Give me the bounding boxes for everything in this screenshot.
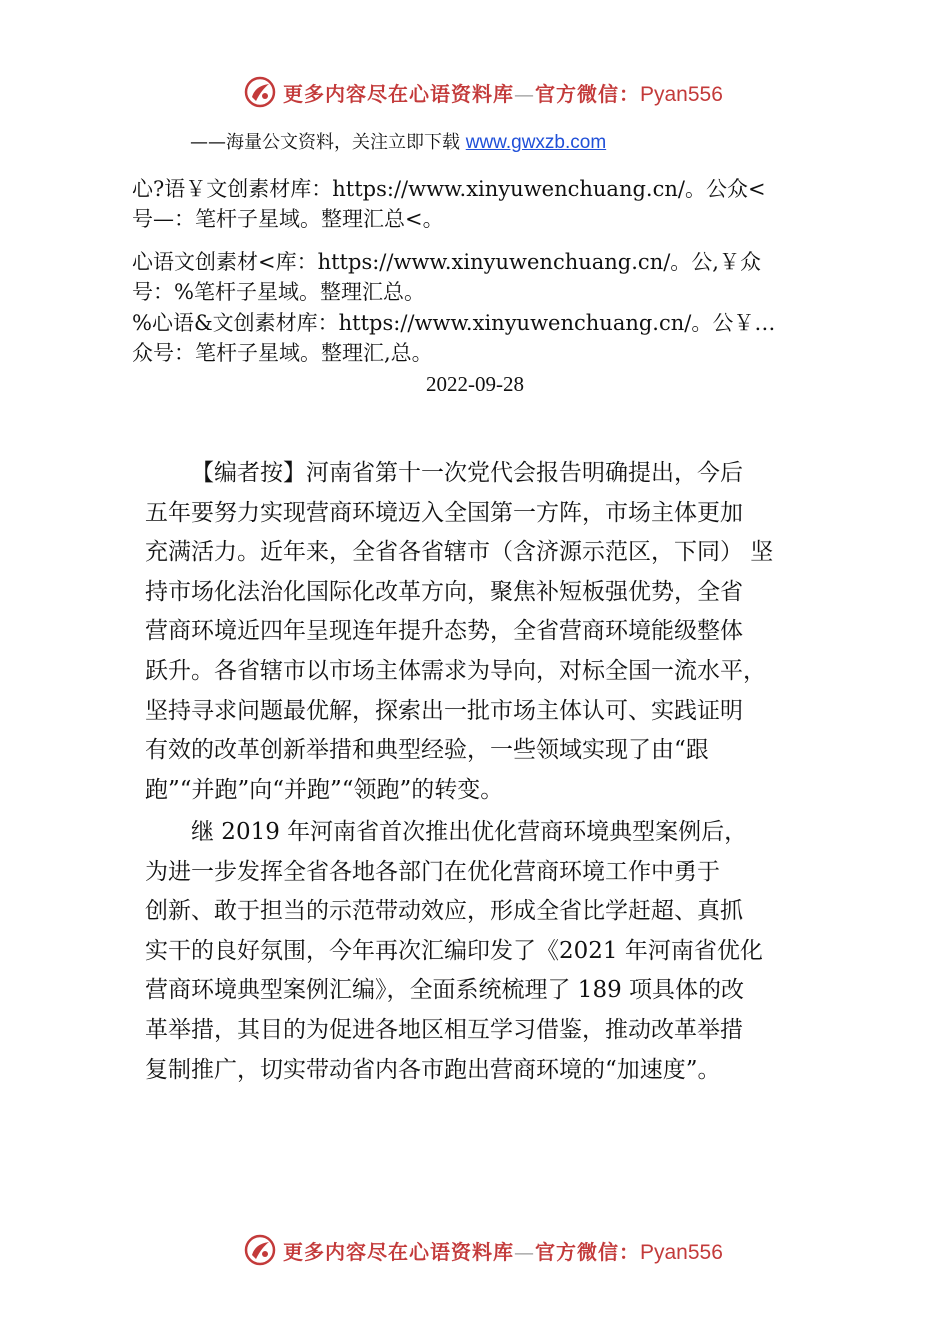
promo-line: 号：%笔杆子星域。整理汇总。: [132, 280, 425, 304]
article-line: 五年要努力实现营商环境迈入全国第一方阵，市场主体更加: [145, 499, 743, 526]
banner-main: 更多内容尽在心语资料库: [283, 1239, 514, 1264]
article-line: 实干的良好氛围，今年再次汇编印发了《2021 年河南省优化: [145, 937, 763, 964]
promo-line: 号—：笔杆子星域。整理汇总<。: [132, 207, 444, 231]
promo-line: 心语文创素材<库：https://www.xinyuwenchuang.cn/。公,￥众: [132, 250, 761, 274]
article-line: 继 2019 年河南省首次推出优化营商环境典型案例后，: [191, 819, 748, 845]
article-line: 跑”“并跑”向“并跑”“领跑”的转变。: [145, 776, 504, 803]
promo-paragraph-2: [132, 247, 852, 307]
banner-sep: —: [514, 1239, 535, 1264]
promo-line: 心?语￥文创素材库：https://www.xinyuwenchuang.cn/。公众<: [132, 177, 766, 201]
article-line: 为进一步发挥全省各地各部门在优化营商环境工作中勇于: [145, 858, 720, 885]
article-line: 持市场化法治化国际化改革方向，聚焦补短板强优势，全省: [145, 578, 743, 605]
article-paragraph-1: [145, 454, 825, 810]
article-line: 革举措，其目的为促进各地区相互学习借鉴，推动改革举措: [145, 1016, 743, 1043]
banner-main: 更多内容尽在心语资料库: [283, 81, 514, 106]
banner-text: [283, 78, 723, 107]
banner-wx-id: Pyan556: [640, 82, 723, 106]
banner-wx-label: 官方微信：: [535, 81, 640, 106]
banner-content: [243, 70, 723, 114]
promo-paragraph-3: [132, 308, 852, 368]
article-line: 复制推广，切实带动省内各市跑出营商环境的“加速度”。: [145, 1056, 721, 1083]
article-line: 坚持寻求问题最优解，探索出一批市场主体认可、实践证明: [145, 697, 743, 724]
banner-wx-label: 官方微信：: [535, 1239, 640, 1264]
article-paragraph-2: [145, 813, 825, 1090]
article-line: 有效的改革创新举措和典型经验，一些领域实现了由“跟: [145, 737, 709, 764]
promo-line: %心语&文创素材库：https://www.xinyuwenchuang.cn/。公￥…: [132, 311, 776, 335]
document-date: 2022-09-28: [426, 372, 524, 396]
promo-paragraph-1: [132, 174, 852, 234]
top-banner: [0, 70, 950, 114]
article-line: 充满活力。近年来，全省各省辖市（含济源示范区，下同） 坚: [145, 539, 774, 566]
article-line: 营商环境典型案例汇编》，全面系统梳理了 189 项具体的改: [145, 977, 745, 1004]
promo-line: 众号：笔杆子星域。整理汇,总。: [132, 341, 433, 365]
banner-content: [243, 1228, 723, 1272]
article-line: 创新、敢于担当的示范带动效应，形成全省比学赶超、真抓: [145, 898, 743, 925]
seal-logo-icon: [243, 75, 277, 109]
bottom-banner: [0, 1228, 950, 1272]
subline-link[interactable]: www.gwxzb.com: [465, 132, 607, 153]
banner-text: [283, 1236, 723, 1265]
banner-wx-id: Pyan556: [640, 1240, 723, 1264]
subline-text: ——海量公文资料，关注立即下载: [190, 132, 466, 153]
seal-logo-icon: [243, 1233, 277, 1267]
article-line: 跃升。各省辖市以市场主体需求为导向，对标全国一流水平，: [145, 657, 766, 684]
article-line: 【编者按】河南省第十一次党代会报告明确提出，今后: [191, 460, 743, 486]
article-line: 营商环境近四年呈现连年提升态势，全省营商环境能级整体: [145, 618, 743, 645]
subline: [190, 128, 606, 154]
banner-sep: —: [514, 81, 535, 106]
